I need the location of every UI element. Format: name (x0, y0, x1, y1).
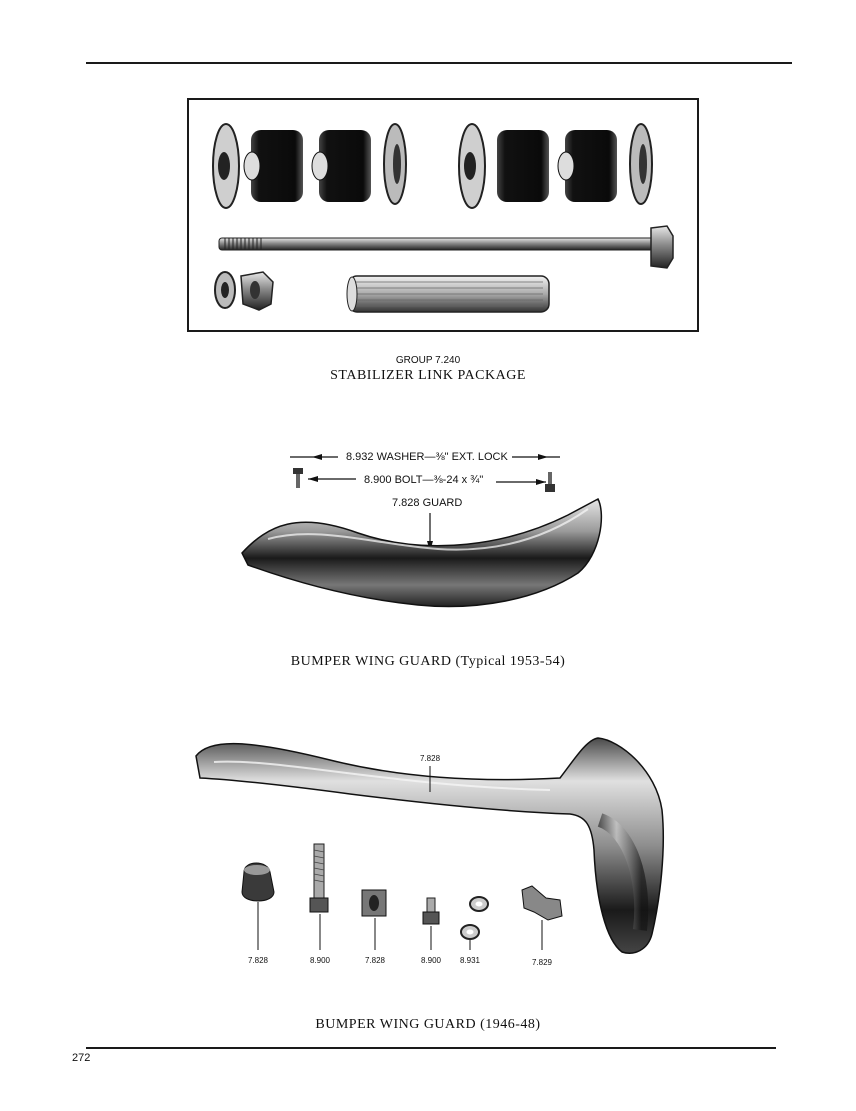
part-label-7829-clip: 7.829 (531, 958, 553, 967)
part-label-8931-washer: 8.931 (459, 956, 481, 965)
part-label-8900-short-bolt: 8.900 (420, 956, 442, 965)
part-label-7828-nut: 7.828 (364, 956, 386, 965)
figure3-caption: BUMPER WING GUARD (1946-48) (315, 1017, 541, 1032)
bolt-right-icon (540, 472, 560, 494)
bolt-callout: 8.900 BOLT—⅜-24 x ¾" (364, 474, 484, 486)
part-label-8900-long-bolt: 8.900 (309, 956, 331, 965)
wing-guard-1953-illustration (238, 495, 608, 615)
figure1-caption: STABILIZER LINK PACKAGE (330, 368, 526, 383)
top-rule (86, 62, 792, 64)
washer-callout: 8.932 WASHER—⅜" EXT. LOCK (346, 451, 508, 463)
hardware-parts-illustration (230, 840, 570, 955)
stabilizer-link-illustration (189, 100, 697, 330)
page-number: 272 (72, 1052, 91, 1064)
guard-callout: 7.828 GUARD (392, 497, 463, 509)
figure3-guard-callout: 7.828 (420, 754, 441, 763)
stabilizer-link-figure (187, 98, 699, 332)
part-label-7828-cap: 7.828 (247, 956, 269, 965)
figure2-caption: BUMPER WING GUARD (Typical 1953-54) (290, 654, 566, 669)
bolt-left-icon (288, 468, 308, 490)
bottom-rule (86, 1047, 776, 1049)
figure1-group-label: GROUP 7.240 (395, 355, 461, 366)
